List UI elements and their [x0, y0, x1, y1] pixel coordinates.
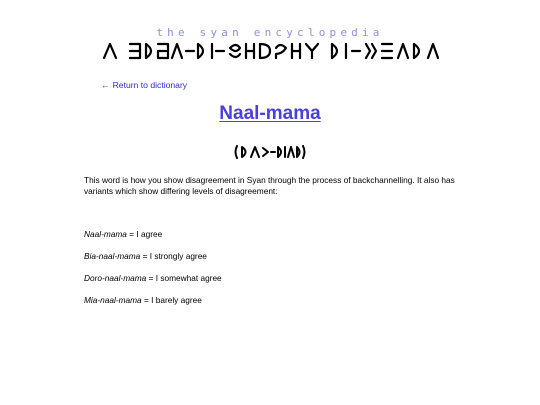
headword-in-syan-script	[0, 144, 540, 160]
variant-meaning: I strongly agree	[149, 251, 207, 261]
variant-term: Doro-naal-mama	[84, 273, 147, 283]
variant-meaning: I agree	[136, 229, 163, 239]
variant-meaning: I somewhat agree	[155, 273, 222, 283]
headword-title: Naal-mama	[219, 103, 321, 124]
syan-script-glyphs	[100, 40, 440, 62]
variant-term: Naal-mama	[84, 229, 127, 239]
return-to-dictionary-link[interactable]	[101, 80, 187, 90]
variant-item	[84, 273, 222, 295]
variant-item	[84, 229, 222, 251]
site-title-script-logo	[0, 40, 540, 62]
syan-pronunciation-glyphs	[233, 144, 307, 160]
variant-item	[84, 295, 222, 317]
variant-separator: =	[126, 229, 137, 239]
variants-list	[84, 229, 222, 317]
back-arrow-icon: ←	[101, 80, 110, 90]
variant-separator: =	[141, 295, 152, 305]
return-link-label: Return to dictionary	[112, 80, 188, 90]
site-title: the syan encyclopedia	[156, 26, 384, 39]
variant-term: Mia-naal-mama	[84, 295, 142, 305]
variant-meaning: I barely agree	[151, 295, 202, 305]
variant-item	[84, 251, 222, 273]
variant-term: Bia-naal-mama	[84, 251, 141, 261]
variant-separator: =	[140, 251, 150, 261]
variant-separator: =	[146, 273, 156, 283]
entry-description: This word is how you show disagreement in Syan through the process of backchannelling. It also has variants which show differing levels of disagreement:	[84, 175, 455, 196]
